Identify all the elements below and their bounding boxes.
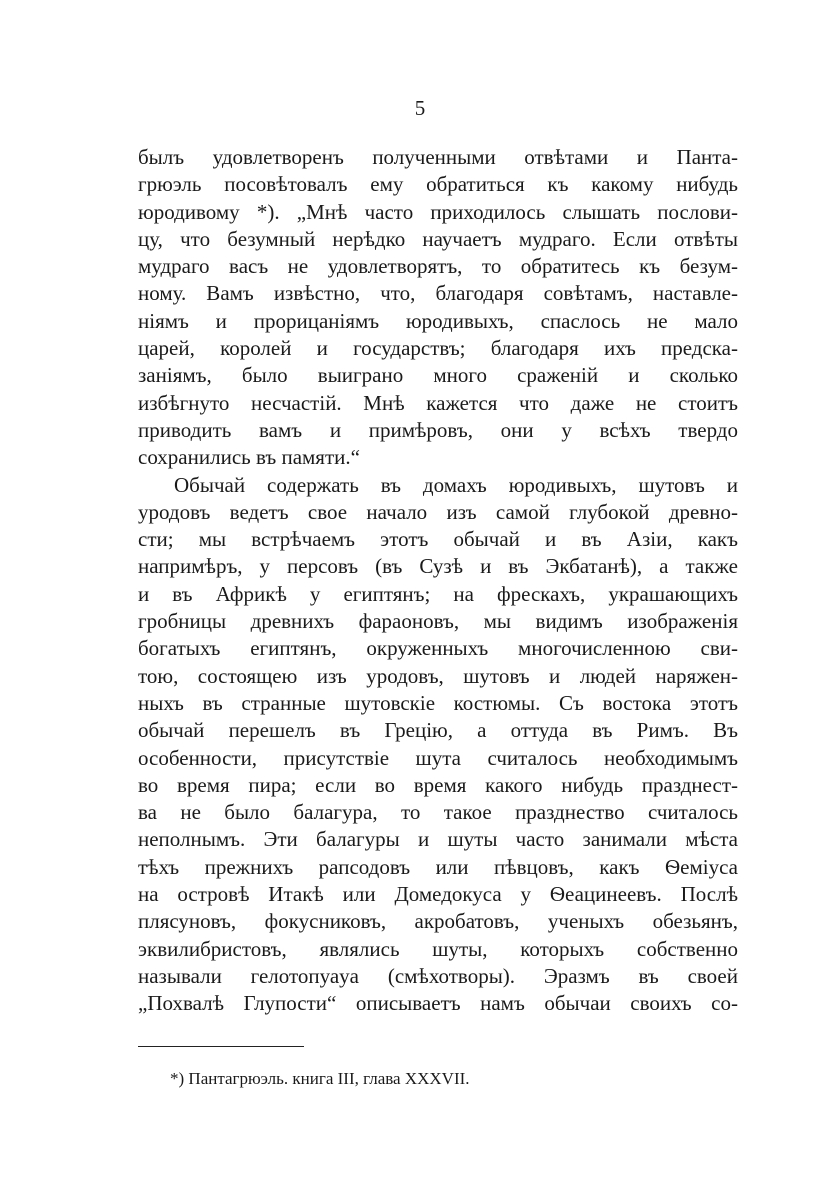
text-line: особенности, присутствіе шута считалось необходимымъ [138, 745, 738, 770]
text-line: избѣгнуто несчастій. Мнѣ кажется что даже не стоитъ [138, 390, 738, 415]
text-line: ва не было балагура, то такое празднество считалось [138, 800, 738, 825]
text-line: царей, королей и государствъ; благодаря ихъ предска- [138, 336, 738, 361]
footnote-divider [138, 1046, 304, 1047]
footnote: *) Пантагрюэль. книга III, глава XXXVII. [170, 1069, 470, 1088]
text-line: на островѣ Итакѣ или Домедокуса у Ѳеацинеевъ. Послѣ [138, 882, 738, 907]
text-line: эквилибристовъ, являлись шуты, которыхъ собственно [138, 936, 738, 961]
text-line: ніямъ и прорицаніямъ юродивыхъ, спаслось не мало [138, 308, 738, 333]
text-line: юродивому *). „Мнѣ часто приходилось слышать послови- [138, 199, 738, 224]
text-line: былъ удовлетворенъ полученными отвѣтами и Панта- [138, 145, 738, 169]
page-number: 5 [414, 96, 426, 120]
text-line: называли гелотопуаyа (смѣхотворы). Эразмъ въ своей [138, 963, 738, 988]
text-line: сти; мы встрѣчаемъ этотъ обычай и въ Азіи, какъ [138, 527, 738, 552]
text-line: обычай перешелъ въ Грецію, а оттуда въ Римъ. Въ [138, 718, 738, 743]
body-text [138, 144, 738, 1018]
text-line: напримѣръ, у персовъ (въ Сузѣ и въ Экбатанѣ), а также [138, 554, 738, 579]
text-line: ному. Вамъ извѣстно, что, благодаря совѣтамъ, наставле- [138, 281, 738, 306]
text-line: сохранились въ памяти.“ [138, 445, 360, 470]
text-line: и въ Африкѣ у египтянъ; на фрескахъ, украшающихъ [138, 581, 738, 606]
text-line: во время пира; если во время какого нибудь празднест- [138, 772, 738, 797]
text-line: богатыхъ египтянъ, окруженныхъ многочисленною сви- [138, 636, 738, 661]
text-line: тѣхъ прежнихъ рапсодовъ или пѣвцовъ, какъ Ѳеміуса [138, 854, 738, 879]
text-line: гробницы древнихъ фараоновъ, мы видимъ изображенія [138, 609, 738, 634]
text-line: „Похвалѣ Глупости“ описываетъ намъ обычаи своихъ со- [138, 991, 738, 1016]
text-line: ныхъ въ странные шутовскіе костюмы. Съ востока этотъ [138, 690, 738, 715]
text-line: мудраго васъ не удовлетворятъ, то обратитесь къ безум- [138, 254, 738, 279]
text-line: цу, что безумный нерѣдко научаетъ мудраго. Если отвѣты [138, 226, 738, 251]
text-line: неполнымъ. Эти балагуры и шуты часто занимали мѣста [138, 827, 738, 852]
text-line: плясуновъ, фокусниковъ, акробатовъ, ученыхъ обезьянъ, [138, 909, 738, 934]
text-line: уродовъ ведетъ свое начало изъ самой глубокой древно- [138, 499, 738, 524]
text-line: приводить вамъ и примѣровъ, они у всѣхъ твердо [138, 417, 738, 442]
text-line: Обычай содержать въ домахъ юродивыхъ, шутовъ и [174, 472, 738, 497]
text-line: грюэль посовѣтовалъ ему обратиться къ какому нибудь [138, 172, 738, 197]
text-line: заніямъ, было выиграно много сраженій и сколько [138, 363, 738, 388]
text-line: тою, состоящею изъ уродовъ, шутовъ и людей наряжен- [138, 663, 738, 688]
